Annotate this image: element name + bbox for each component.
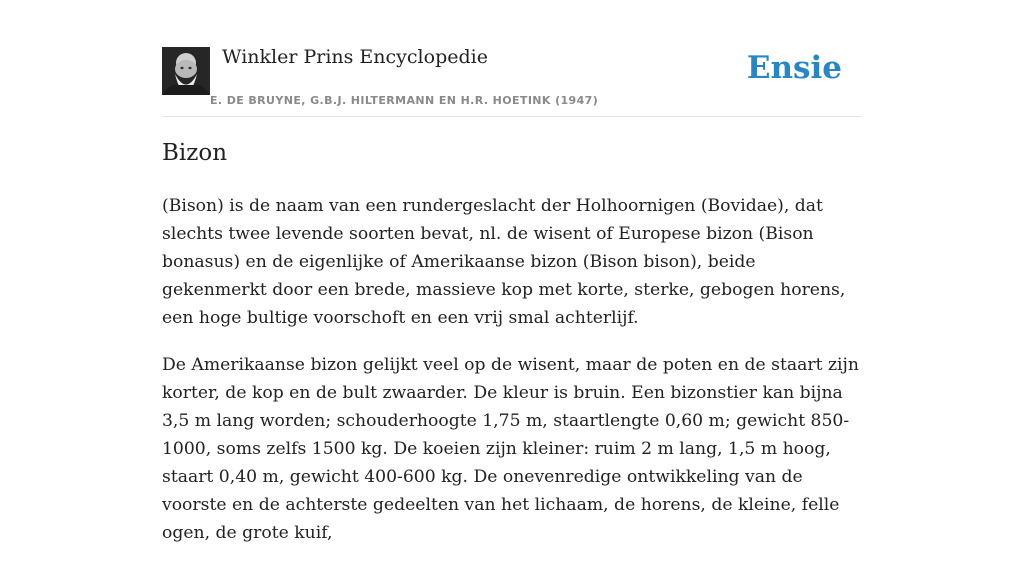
article-title: Bizon bbox=[162, 140, 228, 166]
brand-logo[interactable]: Ensie bbox=[746, 50, 842, 86]
article-paragraph: De Amerikaanse bizon gelijkt veel op de wisent, maar de poten en de staart zijn korter, de kop en de bult zwaarder. De kleur is bruin. Een bizonstier kan bijna 3,5 m lang worden; schouderhoogte 1,75 m, staartlengte 0,60 m; gewicht 850-1000, soms zelfs 1500 kg. De koeien zijn kleiner: ruim 2 m lang, 1,5 m hoog, staart 0,40 m, gewicht 400-600 kg. De onevenredige ontwikkeling van de voorste en de achterste gedeelten van het lichaam, de horens, de kleine, felle ogen, de grote kuif, bbox=[162, 355, 859, 543]
publication-title[interactable]: Winkler Prins Encyclopedie bbox=[222, 46, 488, 68]
publication-authors: E. DE BRUYNE, G.B.J. HILTERMANN EN H.R. HOETINK (1947) bbox=[210, 94, 599, 107]
content-container bbox=[162, 0, 862, 543]
publication-header bbox=[162, 0, 862, 117]
article-body bbox=[162, 192, 862, 566]
article-paragraph: (Bison) is de naam van een rundergeslacht der Holhoornigen (Bovidae), dat slechts twee levende soorten bevat, nl. de wisent of Europese bizon (Bison bonasus) en de eigenlijke of Amerikaanse bizon (Bison bison), beide gekenmerkt door een brede, massieve kop met korte, sterke, gebogen horens, een hoge bultige voorschoft en een vrij smal achterlijf. bbox=[162, 196, 846, 328]
author-avatar[interactable] bbox=[162, 47, 210, 95]
